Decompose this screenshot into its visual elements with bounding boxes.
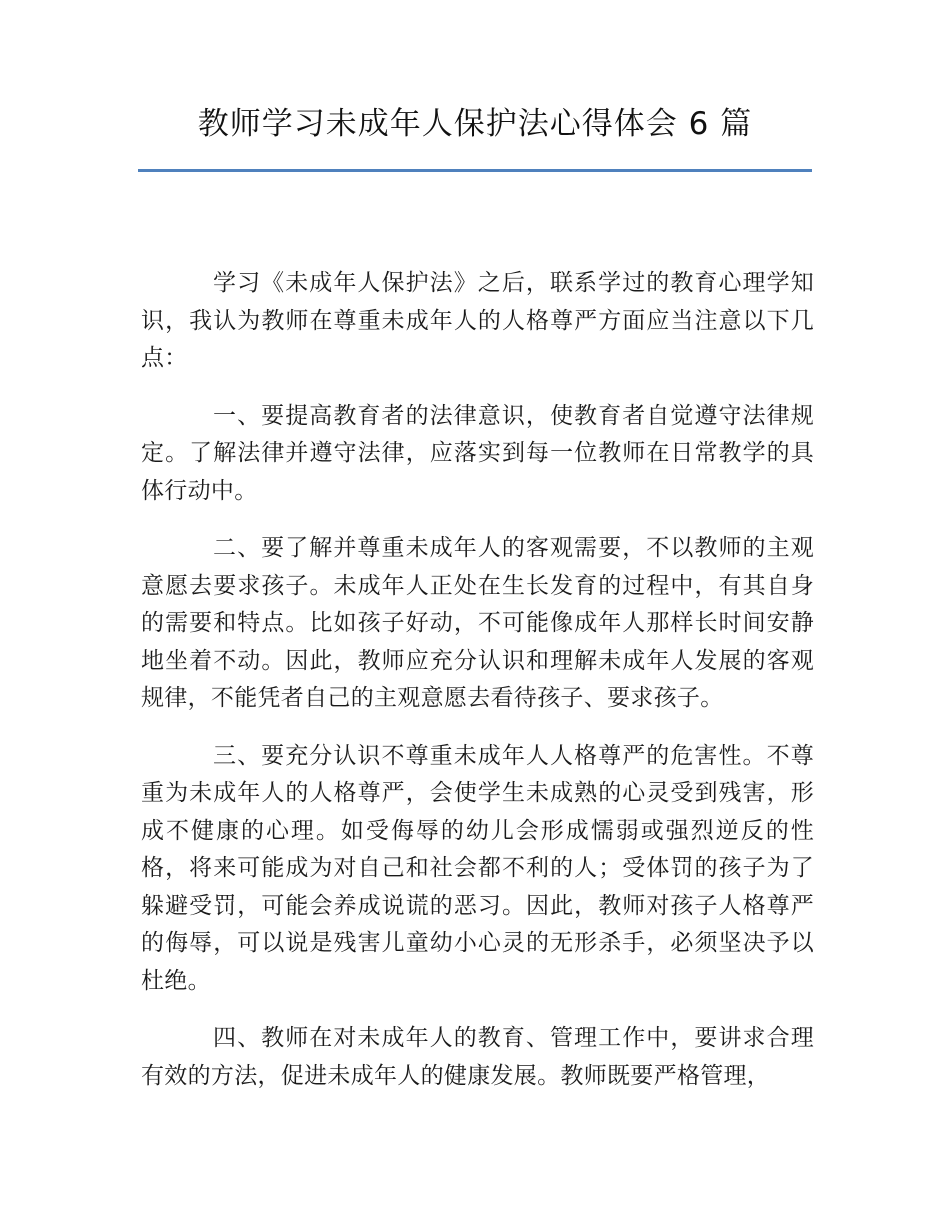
paragraph-point-2: [141, 530, 814, 725]
document-title: 教师学习未成年人保护法心得体会 6 篇: [197, 106, 753, 142]
paragraph-point-4: [141, 1020, 814, 1095]
paragraph-text: 三、要充分认识不尊重未成年人人格尊严的危害性。不尊重为未成年人的人格尊严，会使学生未成熟的心灵受到残害，形成不健康的心理。如受侮辱的幼儿会形成懦弱或强烈逆反的性格，将来可能成为对自己和社会都不利的人；受体罚的孩子为了躲避受罚，可能会养成说谎的恶习。因此，教师对孩子人格尊严的侮辱，可以说是残害儿童幼小心灵的无形杀手，必须坚决予以杜绝。: [141, 742, 814, 994]
paragraph-text: 学习《未成年人保护法》之后，联系学过的教育心理学知识，我认为教师在尊重未成年人的人格尊严方面应当注意以下几点：: [141, 270, 814, 371]
paragraph-text: 一、要提高教育者的法律意识，使教育者自觉遵守法律规定。了解法律并遵守法律，应落实到每一位教师在日常教学的具体行动中。: [141, 402, 814, 504]
paragraph-point-3: [141, 738, 814, 1008]
paragraph-intro: [141, 265, 814, 385]
document-body: [141, 265, 814, 1108]
paragraph-text: 二、要了解并尊重未成年人的客观需要，不以教师的主观意愿去要求孩子。未成年人正处在生长发育的过程中，有其自身的需要和特点。比如孩子好动，不可能像成年人那样长时间安静地坐着不动。因此，教师应充分认识和理解未成年人发展的客观规律，不能凭者自己的主观意愿去看待孩子、要求孩子。: [141, 535, 814, 711]
paragraph-point-1: [141, 398, 814, 518]
title-divider: [138, 169, 812, 172]
paragraph-text: 四、教师在对未成年人的教育、管理工作中，要讲求合理有效的方法，促进未成年人的健康发展。教师既要严格管理，: [141, 1025, 814, 1089]
